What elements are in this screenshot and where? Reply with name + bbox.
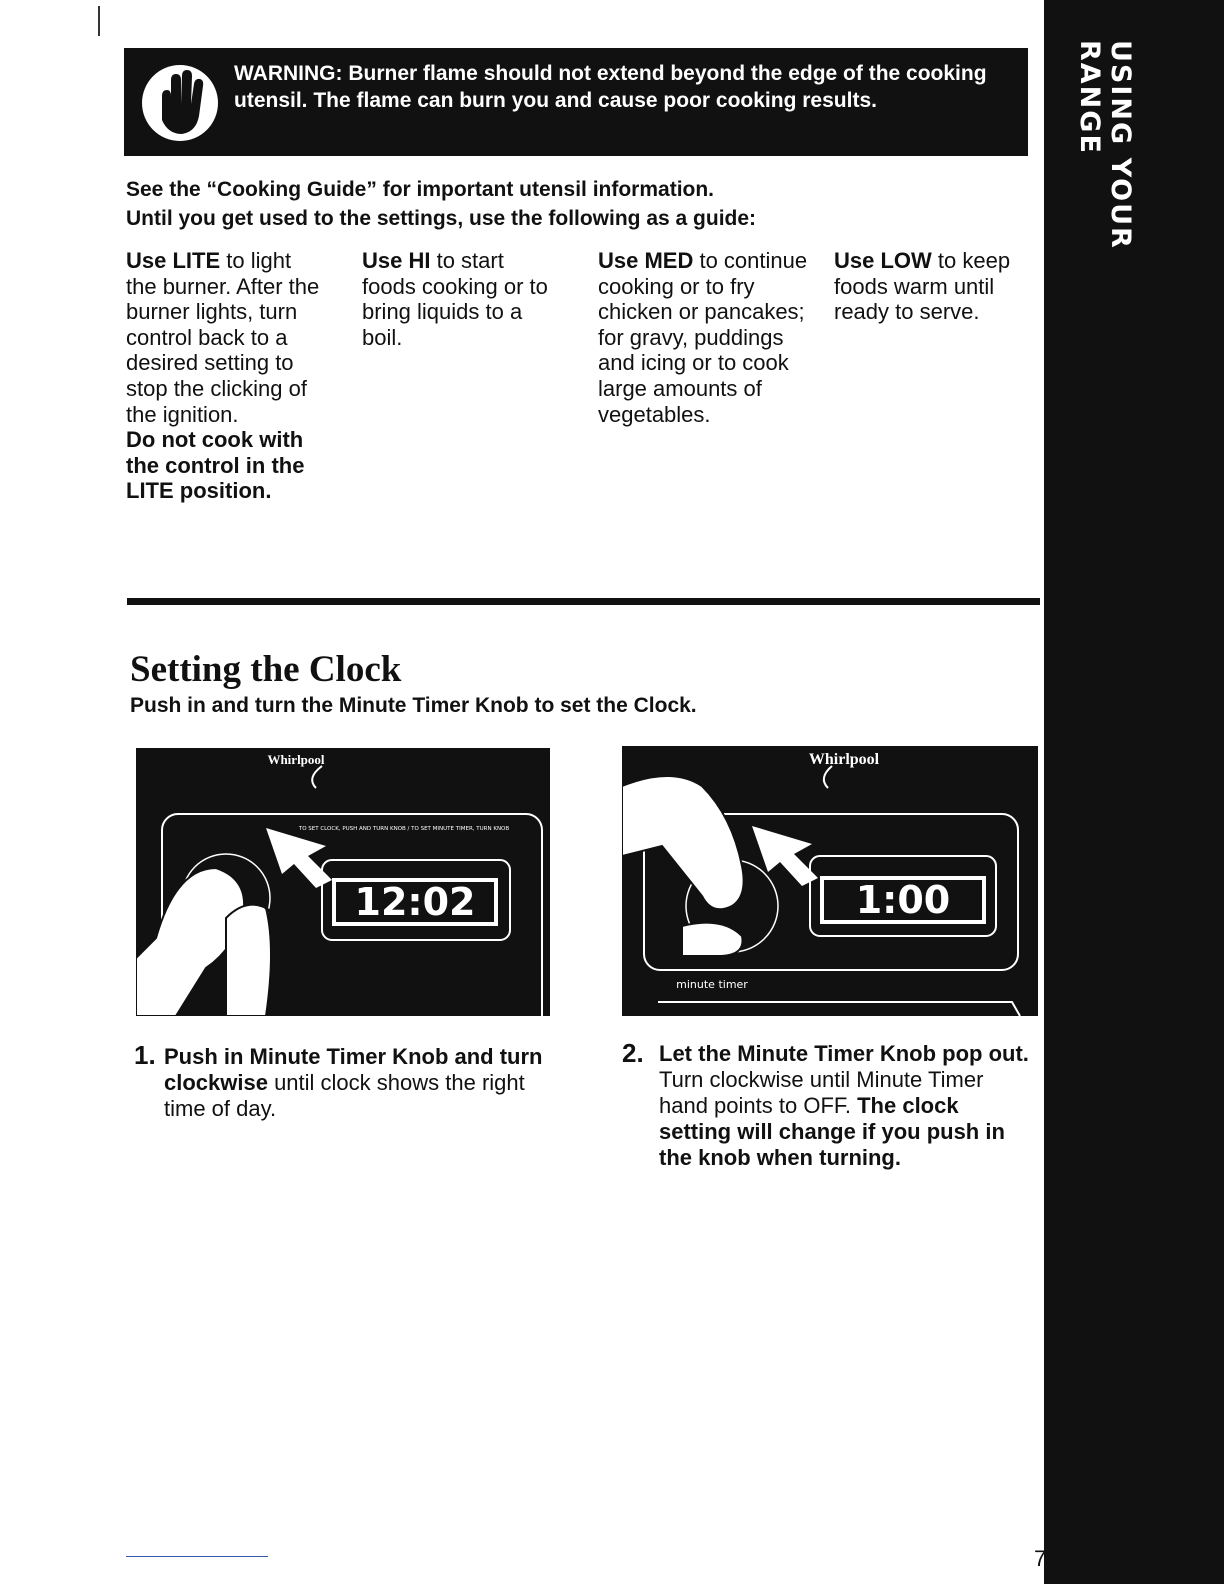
bottom-rule (126, 1556, 268, 1557)
stop-hand-icon (140, 62, 220, 144)
clock-illustration-1 (136, 748, 550, 1016)
turn-arrow-icon (266, 828, 332, 888)
setting-hi-text: to start foods cooking or to bring liquids to a boil. (362, 248, 548, 350)
panel-1-clock-readout: 12:02 (354, 880, 476, 924)
panel-1-instruction: TO SET CLOCK, PUSH AND TURN KNOB / TO SET MINUTE TIMER, TURN KNOB (298, 826, 510, 832)
turn-arrow-icon (752, 826, 818, 886)
warning-text: WARNING: Burner flame should not extend beyond the edge of the cooking utensil. The flame can burn you and cause poor cooking results. (234, 62, 987, 112)
step-1-text (164, 1044, 544, 1122)
setting-med-text: to continue cooking or to fry chicken or pancakes; for gravy, puddings and icing or to cook large amounts of vegetables. (598, 248, 808, 427)
section-title: Setting the Clock (130, 649, 402, 690)
setting-lite (126, 248, 326, 504)
setting-med-lead: Use MED (598, 248, 694, 273)
setting-hi (362, 248, 562, 350)
clock-illustration-2 (622, 746, 1038, 1016)
intro-line-2: Until you get used to the settings, use the following as a guide: (126, 207, 757, 230)
step-2-number: 2. (622, 1038, 644, 1068)
side-tab (1044, 0, 1224, 1584)
setting-low-text: to keep foods warm until ready to serve. (834, 248, 1011, 325)
panel-1-brand: Whirlpool (267, 752, 325, 767)
setting-lite-text: to light the burner. After the burner lights, turn control back to a desired setting to stop the clicking of the ignition. (126, 248, 320, 427)
setting-med (598, 248, 808, 427)
setting-low (834, 248, 1024, 325)
setting-lite-note: Do not cook with the control in the LITE position. (126, 427, 305, 504)
scan-mark (98, 6, 100, 36)
step-2-rest: Turn clockwise until Minute Timer hand points to OFF. (659, 1067, 984, 1118)
step-1-bold: Push in Minute Timer Knob and turn clockwise (164, 1044, 543, 1095)
panel-2-brand: Whirlpool (808, 751, 880, 768)
step-1-rest: until clock shows the right time of day. (164, 1070, 525, 1121)
step-2-bold-note: The clock setting will change if you push in the knob when turning. (659, 1093, 1005, 1170)
setting-lite-lead: Use LITE (126, 248, 221, 273)
step-2-bold: Let the Minute Timer Knob pop out. (659, 1041, 1029, 1066)
side-tab-label: USING YOUR RANGE (1074, 40, 1136, 250)
section-subtitle: Push in and turn the Minute Timer Knob to set the Clock. (130, 694, 697, 717)
section-divider (127, 598, 1040, 605)
setting-hi-lead: Use HI (362, 248, 431, 273)
panel-2-clock-readout: 1:00 (855, 878, 951, 922)
intro-line-1: See the “Cooking Guide” for important utensil information. (126, 178, 715, 201)
step-1-number: 1. (134, 1040, 156, 1070)
page-number: 7 (1034, 1546, 1047, 1571)
warning-banner (124, 48, 1028, 156)
step-2-text (659, 1041, 1029, 1171)
panel-2-minute-timer-label: minute timer (676, 978, 748, 991)
setting-low-lead: Use LOW (834, 248, 932, 273)
